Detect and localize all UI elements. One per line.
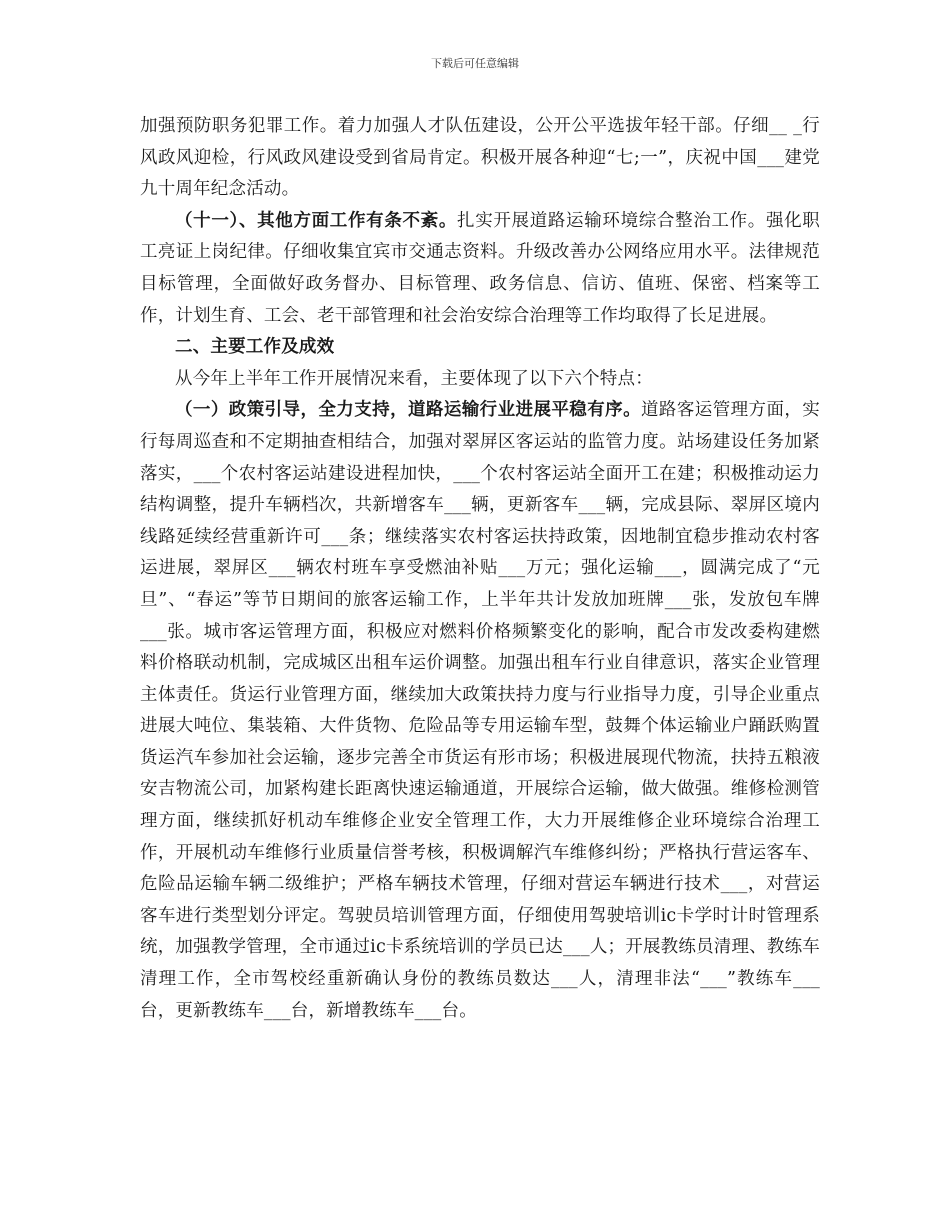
paragraph-policy-guidance-body: 道路客运管理方面，实行每周巡查和不定期抽查相结合，加强对翠屏区客运站的监管力度。站场建设任务加紧落实，___个农村客运站建设进程加快，___个农村客运站全面开工在建；积极推动运力结构调整，提升车辆档次，共新增客车___辆，更新客车___辆，完成县际、翠屏区境内线路延续经营重新许可___条；继续落实农村客运扶持政策，因地制宜稳步推动农村客运进展，翠屏区___辆农村班车享受燃油补贴___万元；强化运输___，圆满完成了“元旦”、“春运”等节日期间的旅客运输工作，上半年共计发放加班牌___张，发放包车牌___张。城市客运管理方面，积极应对燃料价格频繁变化的影响，配合市发改委构建燃料价格联动机制，完成城区出租车运价调整。加强出租车行业自律意识，落实企业管理主体责任。货运行业管理方面，继续加大政策扶持力度与行业指导力度，引导企业重点进展大吨位、集装箱、大件货物、危险品等专用运输车型，鼓舞个体运输业户踊跃购置货运汽车参加社会运输，逐步完善全市货运有形市场；积极进展现代物流，扶持五粮液安吉物流公司，加紧构建长距离快速运输通道，开展综合运输，做大做强。维修检测管理方面，继续抓好机动车维修企业安全管理工作，大力开展维修企业环境综合治理工作，开展机动车维修行业质量信誉考核，积极调解汽车维修纠纷；严格执行营运客车、危险品运输车辆二级维护；严格车辆技术管理，仔细对营运车辆进行技术___，对营运客车进行类型划分评定。驾驶员培训管理方面，仔细使用驾驶培训ic卡学时计时管理系统，加强教学管理，全市通过ic卡系统培训的学员已达___人；开展教练员清理、教练车清理工作，全市驾校经重新确认身份的教练员数达___人，清理非法“___”教练车___台，更新教练车___台，新增教练车___台。 bbox=[140, 400, 821, 1021]
paragraph-policy-guidance-heading: （一）政策引导，全力支持，道路运输行业进展平稳有序。 bbox=[175, 400, 641, 421]
section-heading-main-work: 二、主要工作及成效 bbox=[175, 337, 335, 358]
paragraph-other-work-heading: （十一）、其他方面工作有条不紊。 bbox=[175, 210, 458, 231]
paragraph-other-work-body: 扎实开展道路运输环境综合整治工作。强化职工亮证上岗纪律。仔细收集宜宾市交通志资料。升级改善办公网络应用水平。法律规范目标管理，全面做好政务督办、目标管理、政务信息、信访、值班、保密、档案等工作，计划生育、工会、老干部管理和社会治安综合治理等工作均取得了长足进展。 bbox=[140, 210, 820, 326]
paragraph-other-work bbox=[140, 206, 820, 332]
paragraph-six-features-intro: 从今年上半年工作开展情况来看，主要体现了以下六个特点： bbox=[175, 368, 653, 389]
paragraph-crime-prevention: 加强预防职务犯罪工作。着力加强人才队伍建设，公开公平选拔年轻干部。仔细__ _行风政风迎检，行风政风建设受到省局肯定。积极开展各种迎“七;一”，庆祝中国___建党九十周年纪念活动。 bbox=[140, 116, 820, 200]
paragraph-policy-guidance bbox=[140, 395, 820, 1027]
page-header: 下载后可任意编辑 bbox=[431, 57, 519, 70]
document-body bbox=[140, 111, 820, 1027]
